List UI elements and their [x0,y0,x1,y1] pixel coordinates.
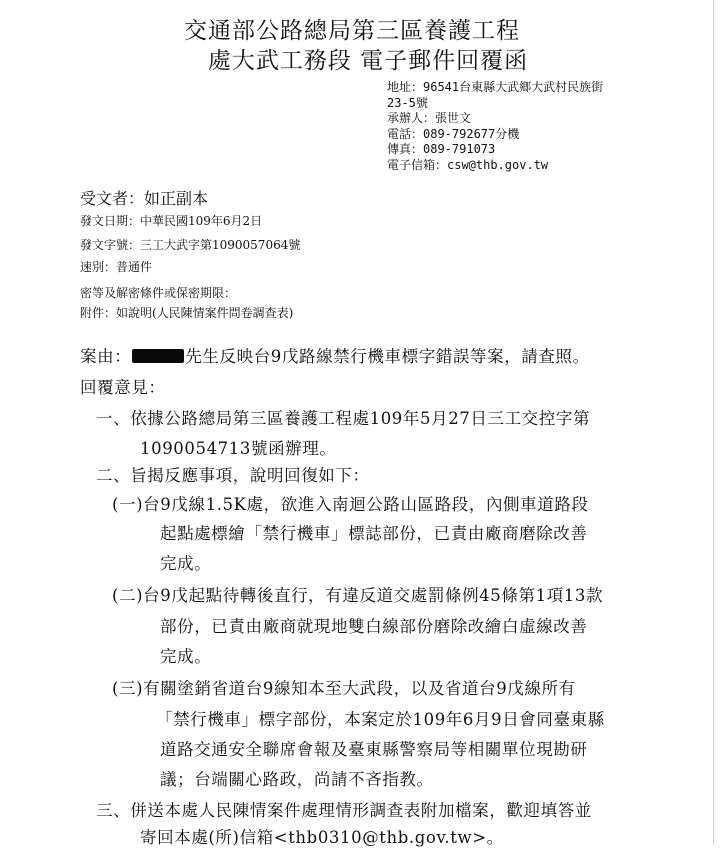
sub-item-1-line-2: 起點處標繪「禁行機車」標誌部份，已責由廠商磨除改善 [160,524,588,543]
letter-title-line-2: 處大武工務段 電子郵件回覆函 [207,48,529,74]
contact-fax: 傳真：089-791073 [387,142,496,156]
sub-item-2-line-2: 部份，已責由廠商就現地雙白線部份磨除改繪白虛線改善 [160,617,588,636]
item-2-line-1: 二、旨揭反應事項，說明回復如下： [96,466,370,485]
delivery-speed: 速別：普通件 [80,260,153,274]
sub-item-3-line-1: (三)有關塗銷省道台9線知本至大武段，以及省道台9戊線所有 [112,679,576,698]
sub-item-2-line-3: 完成。 [160,647,212,666]
sub-item-3-line-2: 「禁行機車」標字部份，本案定於109年6月9日會同臺東縣 [156,710,605,729]
letter-title-line-1: 交通部公路總局第三區養護工程 [184,18,520,44]
page-edge-divider [713,0,714,845]
contact-handler: 承辦人：張世文 [387,111,472,125]
issue-date: 發文日期：中華民國109年6月2日 [80,214,263,228]
subject-line [80,343,590,367]
recipient-line: 受文者：如正副本 [80,189,209,208]
contact-block [387,80,687,173]
redaction-block [132,349,184,363]
contact-address-line-1: 地址：96541台東縣大武鄉大武村民族街 [387,80,604,94]
item-1-line-2: 1090054713號函辦理。 [140,439,337,458]
document-number: 發文字號：三工大武字第1090057064號 [80,238,301,252]
sub-item-3-line-4: 議；台端關心路政，尚請不吝指教。 [160,770,434,789]
item-1-line-1: 一、依據公路總局第三區養護工程處109年5月27日三工交控字第 [96,409,591,428]
item-3-line-1: 三、併送本處人民陳情案件處理情形調查表附加檔案，歡迎填答並 [96,801,592,820]
contact-email: 電子信箱：csw@thb.gov.tw [387,157,549,172]
reply-heading: 回覆意見： [80,378,166,397]
subject-label: 案由： [80,347,132,366]
sub-item-2-line-1: (二)台9戊起點待轉後直行，有違反道交處罰條例45條第1項13款 [112,586,604,605]
sub-item-1-line-1: (一)台9戊線1.5K處，欲進入南迴公路山區路段，內側車道路段 [112,495,589,514]
attachment-line: 附件：如說明(人民陳情案件問卷調查表) [80,306,294,320]
contact-phone: 電話：089-792677分機 [387,126,520,141]
sub-item-1-line-3: 完成。 [160,554,212,573]
sub-item-3-line-3: 道路交通安全聯席會報及臺東縣警察局等相關單位現勘研 [160,740,588,759]
item-3-line-2: 寄回本處(所)信箱<thb0310@thb.gov.tw>。 [140,828,504,847]
contact-address-line-2: 23-5號 [387,95,428,110]
security-level: 密等及解密條件或保密期限： [80,286,237,300]
subject-text: 先生反映台9戊路線禁行機車標字錯誤等案，請查照。 [185,347,590,366]
